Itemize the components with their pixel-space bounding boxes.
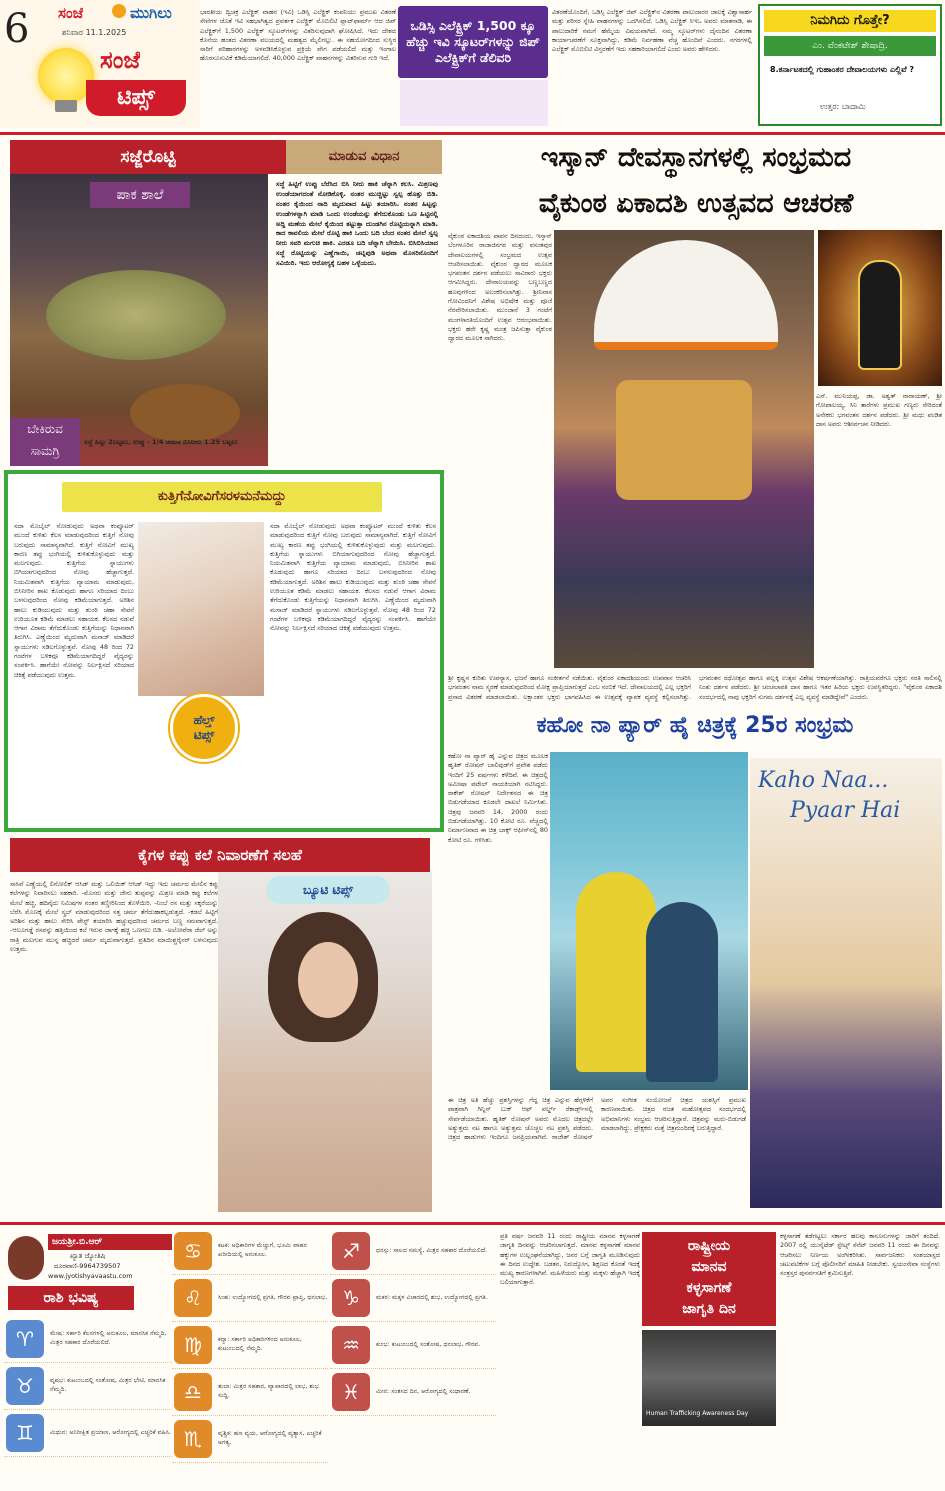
iskcon-bottom-text: ಶ್ರೀ ಕೃಷ್ಣನ ಕುರಿತು ಉಪನ್ಯಾಸ, ಭಜನೆ ಹಾಗೂ ಸಂಕೀರ್ತನೆ ನಡೆಯಿತು. ವೈಕುಂಠ ಏಕಾದಶಿಯಂದು ಉಪವಾಸ ಆಚರಿಸಿ ಭಗವಂತನ ನಾಮ ಸ್ಮರಣೆ ಮಾಡುವುದರಿಂದ ಮೋಕ್ಷ ಪ್ರಾಪ್ತಿಯಾಗುತ್ತದೆ ಎಂಬ ನಂಬಿಕೆ ಇದೆ. ದೇವಾಲಯದಲ್ಲಿ ಎಲ್ಲ ಭಕ್ತರಿಗೆ ಪ್ರಸಾದ ವಿತರಣೆ ಮಾಡಲಾಯಿತು. ಲಕ್ಷಾಂತರ ಭಕ್ತರು ಭಾಗವಹಿಸಿದ ಈ ಉತ್ಸವಕ್ಕೆ ವ್ಯಾಪಕ ವ್ಯವಸ್ಥೆ ಕಲ್ಪಿಸಲಾಗಿತ್ತು. ಭಗವಂತನ ರಥೋತ್ಸವ ಹಾಗೂ ಪಲ್ಲಕ್ಕಿ ಉತ್ಸವ ವಿಶೇಷ ಆಕರ್ಷಣೆಯಾಗಿತ್ತು. ರಾತ್ರಿಯವರೆಗೂ ಭಕ್ತರು ಸರತಿ ಸಾಲಿನಲ್ಲಿ ನಿಂತು ದರ್ಶನ ಪಡೆದರು. ಶ್ರೀ ಚಂಚಲಾಪತಿ ದಾಸ ಹಾಗೂ ಇತರ ಹಿರಿಯ ಭಕ್ತರು ಉಪಸ್ಥಿತರಿದ್ದರು. "ವೈಕುಂಠ ಏಕಾದಶಿ ಸಂದರ್ಭದಲ್ಲಿ ನಾವು ಭಕ್ತರಿಗೆ ಸುಗಮ ದರ್ಶನಕ್ಕೆ ಎಲ್ಲ ವ್ಯವಸ್ಥೆ ಮಾಡಿದ್ದೇವೆ" ಎಂದರು. [448, 674, 942, 701]
iskcon-col-text: ವೈಕುಂಠ ಏಕಾದಶಿಯ ಪಾವನ ದಿನದಂದು, ಇಸ್ಕಾನ್ ಬೆಂಗಳೂರಿನ ರಾಜಾಜಿನಗರ ಮತ್ತು ವಸಂತಪುರ ದೇವಾಲಯಗಳಲ್ಲಿ ಸಂಭ್ರಮದ ಉತ್ಸವ ಆಚರಿಸಲಾಯಿತು. ವೈಕುಂಠ ದ್ವಾರದ ಮೂಲಕ ಭಗವಂತನ ದರ್ಶನ ಪಡೆಯಲು ಸಾವಿರಾರು ಭಕ್ತರು ಆಗಮಿಸಿದ್ದರು. ದೇವಾಲಯವನ್ನು ಬಣ್ಣಬಣ್ಣದ ಹೂವುಗಳಿಂದ ಅಲಂಕರಿಸಲಾಗಿತ್ತು. ಶ್ರೀನಿವಾಸ ಗೋವಿಂದನಿಗೆ ವಿಶೇಷ ಅಭಿಷೇಕ ಮತ್ತು ಪೂಜೆ ನೆರವೇರಿಸಲಾಯಿತು. ಮುಂಜಾನೆ 3 ಗಂಟೆಗೆ ಮಂಗಳಾರತಿಯೊಂದಿಗೆ ಉತ್ಸವ ಆರಂಭವಾಯಿತು. ಭಕ್ತರು ಹರೇ ಕೃಷ್ಣ ಮಂತ್ರ ಜಪಿಸುತ್ತಾ ವೈಕುಂಠ ದ್ವಾರದ ಮೂಲಕ ಸಾಗಿದರು. [448, 232, 552, 343]
sign-text: ಸಿಂಹ: ಉದ್ಯೋಗದಲ್ಲಿ ಪ್ರಗತಿ, ಗೌರವ ಪ್ರಾಪ್ತಿ, ಧನಲಾಭ. [218, 1293, 328, 1301]
sign-text: ಮೀನ: ಸಂತಸದ ದಿನ, ಆರೋಗ್ಯದಲ್ಲಿ ಸುಧಾರಣೆ. [376, 1387, 471, 1395]
beauty-text: ಸಾಸಿವೆ ಎಣ್ಣೆಯಲ್ಲಿ ಲಿನೋಲಿಕ್ ಆಸಿಡ್ ಮತ್ತು ಒಲಿಯಿಕ್ ಆಸಿಡ್ ಇದ್ದು ಇದು ಚರ್ಮದ ಮೇಲಿನ ಕಪ್ಪು ಕಲೆಗಳನ್ನು ನಿವಾರಿಸಲು ಸಹಕಾರಿ. -ಮೊಸರು ಮತ್ತು ಜೇನು ತುಪ್ಪವನ್ನು ಮಿಶ್ರಣ ಮಾಡಿ ಕಪ್ಪು ಕಲೆಗಳ ಮೇಲೆ ಹಚ್ಚಿ, ಹದಿನೈದು ನಿಮಿಷಗಳ ನಂತರ ತಣ್ಣೀರಿನಿಂದ ತೊಳೆಯಿರಿ. -ನಿಂಬೆ ರಸ ಮತ್ತು ಸಕ್ಕರೆಯನ್ನು ಬೆರೆಸಿ ಮೊಣಕೈ ಮೇಲೆ ಸ್ಕ್ರಬ್ ಮಾಡುವುದರಿಂದ ಸತ್ತ ಚರ್ಮ ತೆಗೆದುಹಾಕಲ್ಪಡುತ್ತದೆ. -ಕಡಲೆ ಹಿಟ್ಟಿಗೆ ಅರಿಶಿನ ಮತ್ತು ಹಾಲು ಸೇರಿಸಿ ಪೇಸ್ಟ್ ತಯಾರಿಸಿ ಹಚ್ಚುವುದರಿಂದ ಚರ್ಮದ ಬಣ್ಣ ಸಮವಾಗುತ್ತದೆ. -ಆಲೂಗಡ್ಡೆ ರಸವನ್ನು ಹತ್ತಿಯಿಂದ ಕಲೆ ಇರುವ ಜಾಗಕ್ಕೆ ಹಚ್ಚಿ ಒಣಗಲು ಬಿಡಿ. -ಅಲೋವೆರಾ ಜೆಲ್ ಅನ್ನು ರಾತ್ರಿ ಮಲಗುವ ಮುನ್ನ ಹಚ್ಚಿದರೆ ಚರ್ಮ ಮೃದುವಾಗುತ್ತದೆ. ಪ್ರತಿದಿನ ಮಾಯಿಶ್ಚರೈಸರ್ ಬಳಸುವುದು ಉತ್ತಮ. [10, 880, 218, 953]
recipe-ingredients: ಸಜ್ಜೆ ಹಿಟ್ಟು 2ಬಟ್ಟಲು, ಉಪ್ಪು - 1/4 ಚಮಚ ಬಿಸಿನೀರು 1.25 ಬಟ್ಟಲು [84, 438, 238, 446]
poster-title-1: Kaho Naa... [758, 768, 889, 793]
film-poster [750, 758, 942, 1208]
beauty-title: ಕೈಗಳ ಕಪ್ಪು ಕಲೆ ನಿವಾರಣೆಗೆ ಸಲಹೆ [10, 838, 430, 872]
page-number: 6 [4, 6, 30, 52]
astrologer-name: ಜಯಶ್ರೀ.ಬಿ.ಆರ್ [48, 1234, 172, 1250]
palanquin-shape [616, 380, 752, 500]
beauty-photo [218, 872, 432, 1212]
quiz-author: ಎಂ. ವೆಂಕಟೇಶ್ ಶೇಷಾದ್ರಿ. [764, 36, 936, 56]
trafficking-title-1: ರಾಷ್ಟ್ರೀಯ [687, 1238, 731, 1254]
tips-title-top: ಸಂಜೆ [100, 46, 141, 74]
kitchen-label: ಪಾಕ ಶಾಲೆ [90, 182, 190, 208]
sign-text: ತುಲಾ: ಮಿತ್ರರ ಸಹಕಾರ, ವ್ಯಾಪಾರದಲ್ಲಿ ಲಾಭ, ಶುಭ ಸುದ್ದಿ. [218, 1383, 319, 1399]
face-shape [298, 942, 358, 1018]
umbrella-shape [594, 240, 778, 350]
iskcon-headline-1: ಇಸ್ಕಾನ್ ದೇವಸ್ಥಾನಗಳಲ್ಲಿ ಸಂಭ್ರಮದ [540, 142, 852, 173]
actor-shape [576, 872, 656, 1072]
astrologer-role: ಖ್ಯಾತ ಜ್ಯೋತಿಷಿ [70, 1252, 106, 1260]
signs-column-1 [4, 1316, 172, 1488]
scorpio-icon: ♏ [174, 1420, 212, 1458]
film-bottom-text: ಈ ಚಿತ್ರ ಅತಿ ಹೆಚ್ಚು ಪ್ರಶಸ್ತಿಗಳನ್ನು ಗೆದ್ದ ಚಿತ್ರ ಎನ್ನುವ ಹೆಗ್ಗಳಿಕೆಗೆ ಪಾತ್ರವಾಗಿ ಗಿನ್ನಿಸ್ ಬುಕ್ ಆಫ್ ವರ್ಲ್ಡ್ ರೆಕಾರ್ಡ್ಸ್‌ನಲ್ಲಿ ಸೇರ್ಪಡೆಯಾಯಿತು. ಹೃತಿಕ್ ರೋಷನ್ ಅವರು ಮೊದಲ ಚಿತ್ರದಲ್ಲೇ ಅತ್ಯುತ್ತಮ ನಟ ಹಾಗೂ ಅತ್ಯುತ್ತಮ ಚೊಚ್ಚಲ ನಟ ಪ್ರಶಸ್ತಿ ಪಡೆದರು. ಚಿತ್ರದ ಹಾಡುಗಳು ಇಂದಿಗೂ ಜನಪ್ರಿಯವಾಗಿವೆ. ರಾಜೇಶ್ ರೋಷನ್ ಅವರ ಸಂಗೀತ ಸಂಯೋಜನೆ ಚಿತ್ರದ ಯಶಸ್ಸಿಗೆ ಪ್ರಮುಖ ಕಾರಣವಾಯಿತು. ಚಿತ್ರದ ರಜತ ಮಹೋತ್ಸವದ ಸಂದರ್ಭದಲ್ಲಿ ಅಭಿಮಾನಿಗಳು ಸಂಭ್ರಮ ಆಚರಿಸುತ್ತಿದ್ದಾರೆ. ಚಿತ್ರವನ್ನು ಮರು-ಬಿಡುಗಡೆ ಮಾಡಲಾಗಿದ್ದು, ಪ್ರೇಕ್ಷಕರು ಮತ್ತೆ ಚಿತ್ರಮಂದಿರಕ್ಕೆ ಬರುತ್ತಿದ್ದಾರೆ. [448, 1096, 746, 1142]
rotti-photo [10, 174, 268, 466]
quiz-title: ನಿಮಗಿದು ಗೊತ್ತೇ? [764, 10, 936, 32]
issue-date: ಶನಿವಾರ 11.1.2025 [62, 28, 127, 37]
sign-text: ಮಿಥುನ: ಅನಿರೀಕ್ಷಿತ ಪ್ರಯಾಣ, ಆರೋಗ್ಯದಲ್ಲಿ ಎಚ್ಚರಿಕೆ ವಹಿಸಿ. [50, 1428, 172, 1436]
sign-row [172, 1228, 328, 1275]
film-headline: ಕಹೋ ನಾ ಪ್ಯಾರ್ ಹೈ ಚಿತ್ರಕ್ಕೆ 25ರ ಸಂಭ್ರಮ [448, 706, 942, 746]
gemini-icon: ♊ [6, 1414, 44, 1452]
rotti-stack-shape [46, 270, 226, 360]
health-text-left: ಸದಾ ಮೊಬೈಲ್ ನೋಡುವುದು ಅಥವಾ ಕಂಪ್ಯೂಟರ್ ಮುಂದೆ ಕುಳಿತು ಕೆಲಸ ಮಾಡುವುದರಿಂದ ಕುತ್ತಿಗೆ ನೋವು ಬರುವುದು ಸಾಮಾನ್ಯವಾಗಿದೆ. ಕುತ್ತಿಗೆ ನೋವಿಗೆ ಮುಖ್ಯ ಕಾರಣ ತಪ್ಪು ಭಂಗಿಯಲ್ಲಿ ಕುಳಿತುಕೊಳ್ಳುವುದು ಮತ್ತು ಮಲಗುವುದು. ಕುತ್ತಿಗೆಯ ಸ್ನಾಯುಗಳು ಬಿಗಿಯಾಗುವುದರಿಂದ ನೋವು ಹೆಚ್ಚಾಗುತ್ತದೆ. ನಿಯಮಿತವಾಗಿ ಕುತ್ತಿಗೆಯ ವ್ಯಾಯಾಮ ಮಾಡುವುದು, ಬಿಸಿನೀರಿನ ಶಾಖ ಕೊಡುವುದು ಹಾಗೂ ಸರಿಯಾದ ದಿಂಬು ಬಳಸುವುದರಿಂದ ನೋವು ಕಡಿಮೆಯಾಗುತ್ತದೆ. ಅರಿಶಿನ ಹಾಲು ಕುಡಿಯುವುದು ಮತ್ತು ಶುಂಠಿ ಚಹಾ ಸೇವನೆ ಉರಿಯೂತ ಕಡಿಮೆ ಮಾಡಲು ಸಹಾಯಕ. ಕೆಲಸದ ನಡುವೆ ಆಗಾಗ ವಿರಾಮ ತೆಗೆದುಕೊಂಡು ಕುತ್ತಿಗೆಯನ್ನು ನಿಧಾನವಾಗಿ ತಿರುಗಿಸಿ. ಎಣ್ಣೆಯಿಂದ ಮೃದುವಾಗಿ ಮಸಾಜ್ ಮಾಡಿದರೆ ಸ್ನಾಯುಗಳು ಸಡಿಲಗೊಳ್ಳುತ್ತವೆ. ನೋವು 48 ರಿಂದ 72 ಗಂಟೆಗಳ ಬಳಿಕವೂ ಕಡಿಮೆಯಾಗದಿದ್ದರೆ ವೈದ್ಯರನ್ನು ಸಂಪರ್ಕಿಸಿ. ಹಾಗೆಯೇ ನೋವನ್ನು ನಿರ್ಲಕ್ಷಿಸದೆ ಸರಿಯಾದ ಚಿಕಿತ್ಸೆ ಪಡೆಯುವುದು ಉತ್ತಮ. [14, 522, 134, 679]
masthead [0, 0, 200, 128]
aquarius-icon: ♒ [332, 1326, 370, 1364]
ev-headline: ಒಡಿಸ್ಸಿ ಎಲೆಕ್ಟ್ರಿಕ್ 1,500 ಕ್ಕೂ ಹೆಚ್ಚು ಇವಿ ಸ್ಕೂಟರ್‌ಗಳನ್ನು ಜಿಪ್ ಎಲೆಕ್ಟ್ರಿಕ್‌ಗೆ ಡೆಲಿವರಿ [406, 17, 540, 66]
recipe-method-text: ಸಜ್ಜೆ ಹಿಟ್ಟಿಗೆ ಉಪ್ಪು ಬೆರೆಸಿದ ಬಿಸಿ ನೀರು ಹಾಕಿ ಚೆನ್ನಾಗಿ ಕಲಸಿ. ಮಿಶ್ರಣವು ಉಂಡೆಯಾಗದಂತೆ ನೋಡಿಕೊಳ್ಳಿ. ನಂತರ ಮುಚ್ಚಿಟ್ಟು ಸ್ವಲ್ಪ ಹೊತ್ತು ಬಿಡಿ. ನಂತರ ಕೈಯಿಂದ ನಾದಿ ಮೃದುವಾದ ಹಿಟ್ಟು ತಯಾರಿಸಿ. ನಂತರ ಹಿಟ್ಟನ್ನು ಉಂಡೆಗಳನ್ನಾಗಿ ಮಾಡಿ ಒಂದು ಉಂಡೆಯನ್ನು ತೆಗೆದುಕೊಂಡು ಒಣ ಹಿಟ್ಟಿನಲ್ಲಿ ಅದ್ದಿ ಮಣೆಯ ಮೇಲೆ ಕೈಯಿಂದ ತಟ್ಟುತ್ತಾ ದುಂಡಗಿನ ರೊಟ್ಟಿಯನ್ನಾಗಿ ಮಾಡಿ. ಕಾದ ಕಾವಲಿಯ ಮೇಲೆ ರೊಟ್ಟಿ ಹಾಕಿ ಒಂದು ಬದಿ ಬೆಂದ ನಂತರ ಮೇಲೆ ಸ್ವಲ್ಪ ನೀರು ಸವರಿ ಮಗುಚಿ ಹಾಕಿ. ಎರಡೂ ಬದಿ ಚೆನ್ನಾಗಿ ಬೇಯಿಸಿ. ಬಿಸಿಬಿಸಿಯಾದ ಸಜ್ಜೆ ರೊಟ್ಟಿಯನ್ನು ಎಣ್ಣೆಗಾಯಿ, ಚಟ್ನಿಪುಡಿ ಅಥವಾ ಮೊಸರಿನೊಂದಿಗೆ ಸವಿಯಿರಿ. ಇದು ಆರೋಗ್ಯಕ್ಕೆ ಬಹಳ ಒಳ್ಳೆಯದು. [276, 180, 438, 268]
ingredients-label-1: ಬೇಕಿರುವ [27, 422, 63, 436]
health-section [4, 470, 444, 832]
sagittarius-icon: ♐ [332, 1232, 370, 1270]
libra-icon: ♎ [174, 1373, 212, 1411]
astrologer-photo [8, 1236, 44, 1280]
capricorn-icon: ♑ [332, 1279, 370, 1317]
astrologer-phone: ದೂರವಾಣಿ-9964739507 [54, 1262, 121, 1270]
sign-row [172, 1322, 328, 1369]
ingredients-label-box [10, 418, 80, 466]
health-badge-1: ಹೆಲ್ತ್ [193, 713, 215, 727]
virgo-icon: ♍ [174, 1326, 212, 1364]
sign-text: ವೃಷಭ: ಕುಟುಂಬದಲ್ಲಿ ಸಂತೋಷ, ಮಿತ್ರರ ಭೇಟಿ, ಮಾನಸಿಕ ನೆಮ್ಮದಿ. [50, 1377, 166, 1393]
sign-row [330, 1275, 496, 1322]
ev-headline-box [398, 6, 548, 78]
tips-title-bottom: ಟಿಪ್ಸ್ [86, 80, 186, 116]
sign-row [330, 1228, 496, 1275]
sign-text: ಮಕರ: ಮಕ್ಕಳ ವಿಚಾರದಲ್ಲಿ ಶುಭ, ಉದ್ಯೋಗದಲ್ಲಿ ಪ್ರಗತಿ. [376, 1293, 488, 1301]
sign-row [330, 1322, 496, 1369]
poster-title-2: Pyaar Hai [790, 798, 901, 823]
ev-story-right: ವಿತರಣೆಯೊಂದಿಗೆ, ಒಡಿಸ್ಸಿ ಎಲೆಕ್ಟ್ರಿಕ್ ಜಿಪ್ ಎಲೆಕ್ಟ್ರಿಕ್‌ನ ವಿತರಣಾ ಪಾಲುದಾರರ ಜಾಲಕ್ಕೆ ವಿಶ್ವಾಸಾರ್ಹ ಮತ್ತು ಪರಿಸರ ಸ್ನೇಹಿ ವಾಹನಗಳನ್ನು ಒದಗಿಸಲಿದೆ. ಒಡಿಸ್ಸಿ ಎಲೆಕ್ಟ್ರಿಕ್ ಸಿಇಒ ಅವರು ಮಾತನಾಡಿ, ಈ ಪಾಲುದಾರಿಕೆ ನಮಗೆ ಹೆಮ್ಮೆಯ ವಿಷಯವಾಗಿದೆ. ನಮ್ಮ ಸ್ಕೂಟರ್‌ಗಳು ದೈನಂದಿನ ವಿತರಣಾ ಕಾರ್ಯಾಚರಣೆಗೆ ಸೂಕ್ತವಾಗಿದ್ದು, ಕಡಿಮೆ ನಿರ್ವಹಣಾ ವೆಚ್ಚ ಹೊಂದಿವೆ ಎಂದರು. ನಗರಗಳಲ್ಲಿ ಎಲೆಕ್ಟ್ರಿಕ್ ಮೊಬಿಲಿಟಿ ವಿಸ್ತರಣೆಗೆ ಇದು ಸಹಕಾರಿಯಾಗಲಿದೆ ಎಂದು ಅವರು ಹೇಳಿದರು. [552, 8, 752, 54]
taurus-icon: ♉ [6, 1367, 44, 1405]
quiz-question: 8.ಕರ್ನಾಟಕದಲ್ಲಿ ಗುಹಾಂತರ ದೇವಾಲಯಗಳು ಎಲ್ಲಿವೆ ? [770, 65, 915, 74]
recipe-method-label: ಮಾಡುವ ವಿಧಾನ [286, 140, 442, 174]
sign-row [4, 1363, 172, 1410]
sign-row [330, 1369, 496, 1416]
brand-mugilu: ಮುಗಿಲು [130, 4, 172, 22]
sign-row [172, 1369, 328, 1416]
deity-photo [818, 230, 942, 386]
leo-icon: ♌ [174, 1279, 212, 1317]
trafficking-photo [642, 1330, 776, 1426]
trafficking-title-2: ಮಾನವ [691, 1259, 727, 1275]
film-still-photo [550, 752, 748, 1090]
sign-row [4, 1410, 172, 1457]
sign-text: ವೃಶ್ಚಿಕ: ಹಣ ವ್ಯಯ, ಆರೋಗ್ಯದಲ್ಲಿ ವ್ಯತ್ಯಾಸ, ಎಚ್ಚರಿಕೆ ಅಗತ್ಯ. [218, 1430, 322, 1446]
health-text-right: ಸದಾ ಮೊಬೈಲ್ ನೋಡುವುದು ಅಥವಾ ಕಂಪ್ಯೂಟರ್ ಮುಂದೆ ಕುಳಿತು ಕೆಲಸ ಮಾಡುವುದರಿಂದ ಕುತ್ತಿಗೆ ನೋವು ಬರುವುದು ಸಾಮಾನ್ಯವಾಗಿದೆ. ಕುತ್ತಿಗೆ ನೋವಿಗೆ ಮುಖ್ಯ ಕಾರಣ ತಪ್ಪು ಭಂಗಿಯಲ್ಲಿ ಕುಳಿತುಕೊಳ್ಳುವುದು ಮತ್ತು ಮಲಗುವುದು. ಕುತ್ತಿಗೆಯ ಸ್ನಾಯುಗಳು ಬಿಗಿಯಾಗುವುದರಿಂದ ನೋವು ಹೆಚ್ಚಾಗುತ್ತದೆ. ನಿಯಮಿತವಾಗಿ ಕುತ್ತಿಗೆಯ ವ್ಯಾಯಾಮ ಮಾಡುವುದು, ಬಿಸಿನೀರಿನ ಶಾಖ ಕೊಡುವುದು ಹಾಗೂ ಸರಿಯಾದ ದಿಂಬು ಬಳಸುವುದರಿಂದ ನೋವು ಕಡಿಮೆಯಾಗುತ್ತದೆ. ಅರಿಶಿನ ಹಾಲು ಕುಡಿಯುವುದು ಮತ್ತು ಶುಂಠಿ ಚಹಾ ಸೇವನೆ ಉರಿಯೂತ ಕಡಿಮೆ ಮಾಡಲು ಸಹಾಯಕ. ಕೆಲಸದ ನಡುವೆ ಆಗಾಗ ವಿರಾಮ ತೆಗೆದುಕೊಂಡು ಕುತ್ತಿಗೆಯನ್ನು ನಿಧಾನವಾಗಿ ತಿರುಗಿಸಿ. ಎಣ್ಣೆಯಿಂದ ಮೃದುವಾಗಿ ಮಸಾಜ್ ಮಾಡಿದರೆ ಸ್ನಾಯುಗಳು ಸಡಿಲಗೊಳ್ಳುತ್ತವೆ. ನೋವು 48 ರಿಂದ 72 ಗಂಟೆಗಳ ಬಳಿಕವೂ ಕಡಿಮೆಯಾಗದಿದ್ದರೆ ವೈದ್ಯರನ್ನು ಸಂಪರ್ಕಿಸಿ. ಹಾಗೆಯೇ ನೋವನ್ನು ನಿರ್ಲಕ್ಷಿಸದೆ ಸರಿಯಾದ ಚಿಕಿತ್ಸೆ ಪಡೆಯುವುದು ಉತ್ತಮ. [270, 522, 436, 633]
signs-column-3 [330, 1228, 496, 1488]
quiz-box [758, 4, 942, 126]
bulb-base [55, 100, 77, 112]
health-badge-2: ಟಿಪ್ಸ್ [193, 728, 215, 742]
astrologer-website: www.jyotishyavaastu.com [48, 1272, 133, 1280]
film-col-text: ಕಹೋ ನಾ ಪ್ಯಾರ್ ಹೈ ಎನ್ನುವ ಚಿತ್ರದ ಮೂಲಕ ಹೃತಿಕ್ ರೋಷನ್ ಬಾಲಿವುಡ್‌ಗೆ ಪ್ರವೇಶ ಪಡೆದು ಇಂದಿಗೆ 25 ವರ್ಷಗಳು ಕಳೆದಿವೆ. ಈ ಚಿತ್ರದಲ್ಲಿ ಅಮೀಷಾ ಪಟೇಲ್ ನಾಯಕಿಯಾಗಿ ನಟಿಸಿದ್ದರು. ರಾಕೇಶ್ ರೋಷನ್ ನಿರ್ದೇಶನದ ಈ ಚಿತ್ರ ಬಿಡುಗಡೆಯಾದ ಕೂಡಲೇ ದಾಖಲೆ ನಿರ್ಮಿಸಿತು. ಚಿತ್ರವು ಜನವರಿ 14, 2000 ರಂದು ಬಿಡುಗಡೆಯಾಗಿತ್ತು. 10 ಕೋಟಿ ರೂ. ವೆಚ್ಚದಲ್ಲಿ ನಿರ್ಮಾಣವಾದ ಈ ಚಿತ್ರ ಬಾಕ್ಸ್ ಆಫೀಸ್‌ನಲ್ಲಿ 80 ಕೋಟಿ ರೂ. ಗಳಿಸಿತು. [448, 752, 548, 844]
astrology-title: ರಾಶಿ ಭವಿಷ್ಯ [8, 1286, 134, 1310]
beauty-badge: ಬ್ಯೂಟಿ ಟಿಪ್ಸ್ [266, 876, 390, 904]
ev-story-left: ಭಾರತೀಯ ದ್ವಿಚಕ್ರ ಎಲೆಕ್ಟ್ರಿಕ್ ವಾಹನ (ಇವಿ) ಒಡಿಸ್ಸಿ ಎಲೆಕ್ಟ್ರಿಕ್ ಕಂಪನಿಯು ಪ್ರಮುಖ ವಿತರಣೆ ಸೇವೆಗಳ ಜೊತೆ ಇವಿ ಸಹಭಾಗಿತ್ವದ ಪ್ರವರ್ತಕ ಎಲೆಕ್ಟ್ರಿಕ್ ಮೊಬಿಲಿಟಿ ಪ್ಲಾಟ್‌ಫಾರ್ಮ್ ಆದ ಜಿಪ್ ಎಲೆಕ್ಟ್ರಿಕ್‌ಗೆ 1,500 ಎಲೆಕ್ಟ್ರಿಕ್ ಸ್ಕೂಟರ್‌ಗಳನ್ನು ವಿತರಿಸುವುದಾಗಿ ಘೋಷಿಸಿದೆ. ಇದು ದೇಶದ ಕೊನೆಯ ಹಂತದ ವಿತರಣಾ ವಲಯದಲ್ಲಿ ಮಹತ್ವದ ಮೈಲಿಗಲ್ಲು. ಈ ಸಹಯೋಗದಿಂದ ಸುಸ್ಥಿರ ಸಾರಿಗೆ ಪರಿಹಾರಗಳನ್ನು ಅಳವಡಿಸಿಕೊಳ್ಳುವ ಪ್ರಕ್ರಿಯೆ ವೇಗ ಪಡೆಯಲಿದೆ ಮತ್ತು ಇಂಗಾಲ ಹೊರಸೂಸುವಿಕೆ ಕಡಿಮೆಯಾಗಲಿದೆ. 40,000 ಎಲೆಕ್ಟ್ರಿಕ್ ವಾಹನಗಳನ್ನು ವಿತರಿಸುವ ಗುರಿ ಇದೆ. [200, 8, 396, 63]
recipe-title: ಸಜ್ಜೆರೊಟ್ಟಿ [10, 140, 286, 174]
neck-pain-photo [138, 522, 264, 696]
sign-row [4, 1316, 172, 1363]
trafficking-left-text: ಪ್ರತಿ ವರ್ಷ ಜನವರಿ 11 ರಂದು ರಾಷ್ಟ್ರೀಯ ಮಾನವ ಕಳ್ಳಸಾಗಣೆ ಜಾಗೃತಿ ದಿನವನ್ನು ಆಚರಿಸಲಾಗುತ್ತದೆ. ಮಾನವ ಕಳ್ಳಸಾಗಣೆ ಮಾನವ ಹಕ್ಕುಗಳ ಉಲ್ಲಂಘನೆಯಾಗಿದ್ದು, ಜನರ ಬಗ್ಗೆ ಜಾಗೃತಿ ಮೂಡಿಸುವುದು ಈ ದಿನದ ಉದ್ದೇಶ. ಬಡತನ, ನಿರುದ್ಯೋಗ, ಶಿಕ್ಷಣದ ಕೊರತೆ ಇದಕ್ಕೆ ಮುಖ್ಯ ಕಾರಣಗಳಾಗಿವೆ. ಮಹಿಳೆಯರು ಮತ್ತು ಮಕ್ಕಳು ಹೆಚ್ಚಾಗಿ ಇದಕ್ಕೆ ಬಲಿಯಾಗುತ್ತಾರೆ. [500, 1232, 640, 1287]
sign-row [172, 1416, 328, 1463]
spice-bowl-shape [130, 384, 240, 442]
sign-text: ಕುಂಭ: ಕುಟುಂಬದಲ್ಲಿ ಸಂತೋಷ, ಧನಲಾಭ, ಗೌರವ. [376, 1340, 481, 1348]
sign-text: ಮೇಷ: ಸರ್ಕಾರಿ ಕೆಲಸಗಳಲ್ಲಿ ಅನುಕೂಲ, ಮಾನಸಿಕ ನೆಮ್ಮದಿ, ಮಿತ್ರರ ಸಹಕಾರ ದೊರೆಯಲಿದೆ. [50, 1330, 167, 1346]
brand-sanje: ಸಂಜೆ [58, 4, 84, 22]
aries-icon: ♈ [6, 1320, 44, 1358]
cancer-icon: ♋ [174, 1232, 212, 1270]
top-rule [0, 132, 945, 135]
sign-text: ಕನ್ಯಾ: ಸರ್ಕಾರಿ ಅಧಿಕಾರಿಗಳಿಂದ ಅನುಕೂಲ, ಕುಟುಂಬದಲ್ಲಿ ನೆಮ್ಮದಿ. [218, 1336, 302, 1352]
signs-column-2 [172, 1228, 328, 1488]
utsava-photo [554, 230, 814, 668]
actress-shape [646, 902, 718, 1082]
trafficking-title-3: ಕಳ್ಳಸಾಗಣೆ [686, 1280, 732, 1296]
sign-text: ಧನಸ್ಸು: ಸಾಲದ ಸಮಸ್ಯೆ, ಮಿತ್ರರ ಸಹಕಾರ ದೊರೆಯಲಿದೆ. [376, 1246, 488, 1254]
trafficking-image-caption: Human Trafficking Awareness Day [646, 1410, 749, 1417]
ev-story-mid [400, 80, 548, 126]
health-badge [170, 694, 238, 762]
iskcon-headline-2: ವೈಕುಂಠ ಏಕಾದಶಿ ಉತ್ಸವದ ಆಚರಣೆ [538, 188, 854, 219]
ingredients-label-2: ಸಾಮಗ್ರಿ [30, 444, 60, 458]
sign-row [172, 1275, 328, 1322]
quiz-answer: ಉತ್ತರ: ಬಾದಾಮಿ [820, 102, 866, 111]
trafficking-title-4: ಜಾಗೃತಿ ದಿನ [682, 1301, 736, 1317]
trafficking-title-box [642, 1232, 776, 1326]
health-title: ಕುತ್ತಿಗೆನೋವಿಗೆಸರಳಮನೆಮದ್ದು [62, 482, 382, 512]
sign-text: ಕಟಕ: ಅಧಿಕಾರಿಗಳ ಮೆಚ್ಚುಗೆ, ಭೂಮಿ ವಾಹನ ಖರೀದಿಯಲ್ಲಿ ಅನುಕೂಲ. [218, 1242, 308, 1258]
bottom-rule [0, 1222, 945, 1225]
trafficking-right-text: ಕಳ್ಳಸಾಗಣೆ ತಡೆಗಟ್ಟಲು ಸರ್ಕಾರ ಹಲವು ಕಾನೂನುಗಳನ್ನು ಜಾರಿಗೆ ತಂದಿದೆ. 2007 ರಲ್ಲಿ ಯುನೈಟೆಡ್ ಸ್ಟೇಟ್ಸ್ ಸೆನೆಟ್ ಜನವರಿ 11 ರಂದು ಈ ದಿನವನ್ನು ಆಚರಿಸಲು ನಿರ್ಣಯ ಅಂಗೀಕರಿಸಿತು. ಸಾರ್ವಜನಿಕರು ಸಂಶಯಾಸ್ಪದ ಚಟುವಟಿಕೆಗಳ ಬಗ್ಗೆ ಪೊಲೀಸರಿಗೆ ಮಾಹಿತಿ ನೀಡಬೇಕು. ಸ್ವಯಂಸೇವಾ ಸಂಸ್ಥೆಗಳು ಸಂತ್ರಸ್ತರ ಪುನರ್ವಸತಿಗೆ ಶ್ರಮಿಸುತ್ತಿವೆ. [780, 1232, 940, 1278]
deity-shape [858, 260, 902, 370]
sun-icon [112, 4, 126, 18]
iskcon-caption: ಎಸ್. ಮುನಿಯಪ್ಪ, ಡಾ. ಅಶ್ವತ್ ನಾರಾಯಣ್, ಶ್ರೀ ಗೋಪಾಲಯ್ಯ, ಸಿನಿ ತಾರೆಗಳು ಪ್ರಮುಖ ಗಣ್ಯರು ಸೇರಿದಂತೆ ಅನೇಕರು ಭಗವಂತನ ದರ್ಶನ ಪಡೆದರು. ಶ್ರೀ ಮಧು ಪಂಡಿತ ದಾಸ ಅವರು ಆಶೀರ್ವಚನ ನೀಡಿದರು. [816, 392, 942, 428]
pisces-icon: ♓ [332, 1373, 370, 1411]
